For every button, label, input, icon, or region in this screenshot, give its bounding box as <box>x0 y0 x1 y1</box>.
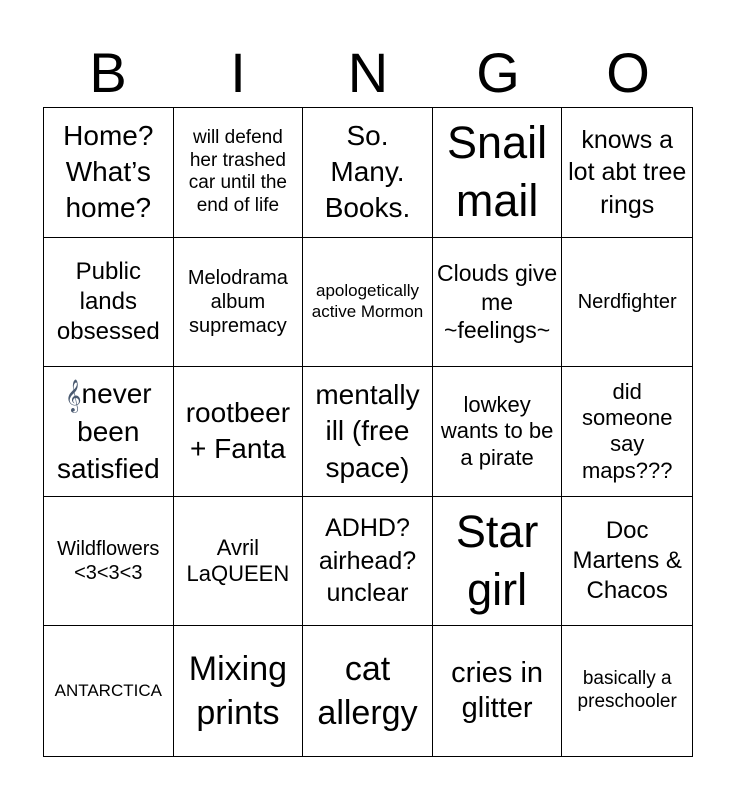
cell-text: basically a preschooler <box>577 668 677 713</box>
cell-text: So. Many. Books. <box>324 119 411 224</box>
bingo-cell[interactable] <box>433 108 563 238</box>
bingo-cell[interactable] <box>44 626 174 756</box>
cell-text: mentally ill (free space) <box>315 378 420 483</box>
cell-text: cat allergy <box>317 650 418 733</box>
bingo-cell[interactable] <box>44 108 174 238</box>
bingo-cell[interactable] <box>174 367 304 497</box>
header-letter-o: O <box>606 41 650 104</box>
bingo-cell[interactable] <box>44 238 174 368</box>
bingo-cell[interactable] <box>174 626 304 756</box>
cell-text: cries in glitter <box>451 656 544 725</box>
cell-text: did someone say maps??? <box>581 378 673 483</box>
bingo-cell[interactable] <box>174 497 304 627</box>
cell-label: never been satisfied <box>56 377 160 484</box>
bingo-header <box>43 40 693 106</box>
header-letter-g: G <box>476 41 520 104</box>
cell-text: Wildflowers <3<3<3 <box>57 538 160 585</box>
bingo-cell[interactable] <box>433 238 563 368</box>
cell-text: Snail mail <box>447 116 548 227</box>
bingo-cell[interactable] <box>303 108 433 238</box>
bingo-cell[interactable] <box>562 497 692 627</box>
bingo-cell[interactable] <box>562 108 692 238</box>
music-clef-icon: 𝄞 <box>64 378 82 412</box>
bingo-cell[interactable] <box>303 497 433 627</box>
cell-text: Public lands obsessed <box>56 257 160 345</box>
bingo-cell[interactable] <box>44 367 174 497</box>
cell-text: knows a lot abt tree rings <box>568 125 687 219</box>
header-letter-b: B <box>89 41 127 104</box>
cell-text: ADHD? airhead? unclear <box>318 514 417 608</box>
header-letter-i: I <box>230 41 246 104</box>
cell-text: Doc Martens & Chacos <box>572 517 682 605</box>
bingo-cell[interactable] <box>433 367 563 497</box>
cell-text: ANTARCTICA <box>54 680 162 700</box>
bingo-cell[interactable] <box>174 238 304 368</box>
cell-text: Avril LaQUEEN <box>186 534 290 587</box>
bingo-board <box>43 107 693 757</box>
cell-text: Melodrama album supremacy <box>187 266 288 337</box>
bingo-cell[interactable] <box>174 108 304 238</box>
bingo-cell[interactable] <box>562 367 692 497</box>
cell-text: apologetically active Mormon <box>311 281 424 321</box>
bingo-cell[interactable] <box>562 626 692 756</box>
cell-text: will defend her trashed car until the end of life <box>188 126 287 217</box>
cell-text: rootbeer + Fanta <box>185 397 291 465</box>
bingo-cell[interactable] <box>433 626 563 756</box>
bingo-cell[interactable] <box>433 497 563 627</box>
cell-text: Nerdfighter <box>577 290 677 313</box>
cell-text: Mixing prints <box>188 650 288 733</box>
cell-text: Star girl <box>455 505 539 616</box>
cell-text: Clouds give me ~feelings~ <box>437 259 558 344</box>
bingo-cell[interactable] <box>303 367 433 497</box>
cell-text <box>48 376 169 487</box>
cell-text: Home? What’s home? <box>63 119 154 224</box>
bingo-cell[interactable] <box>44 497 174 627</box>
bingo-cell[interactable] <box>303 626 433 756</box>
bingo-cell[interactable] <box>303 238 433 368</box>
bingo-cell[interactable] <box>562 238 692 368</box>
header-letter-n: N <box>347 41 389 104</box>
cell-text: lowkey wants to be a pirate <box>440 391 554 470</box>
